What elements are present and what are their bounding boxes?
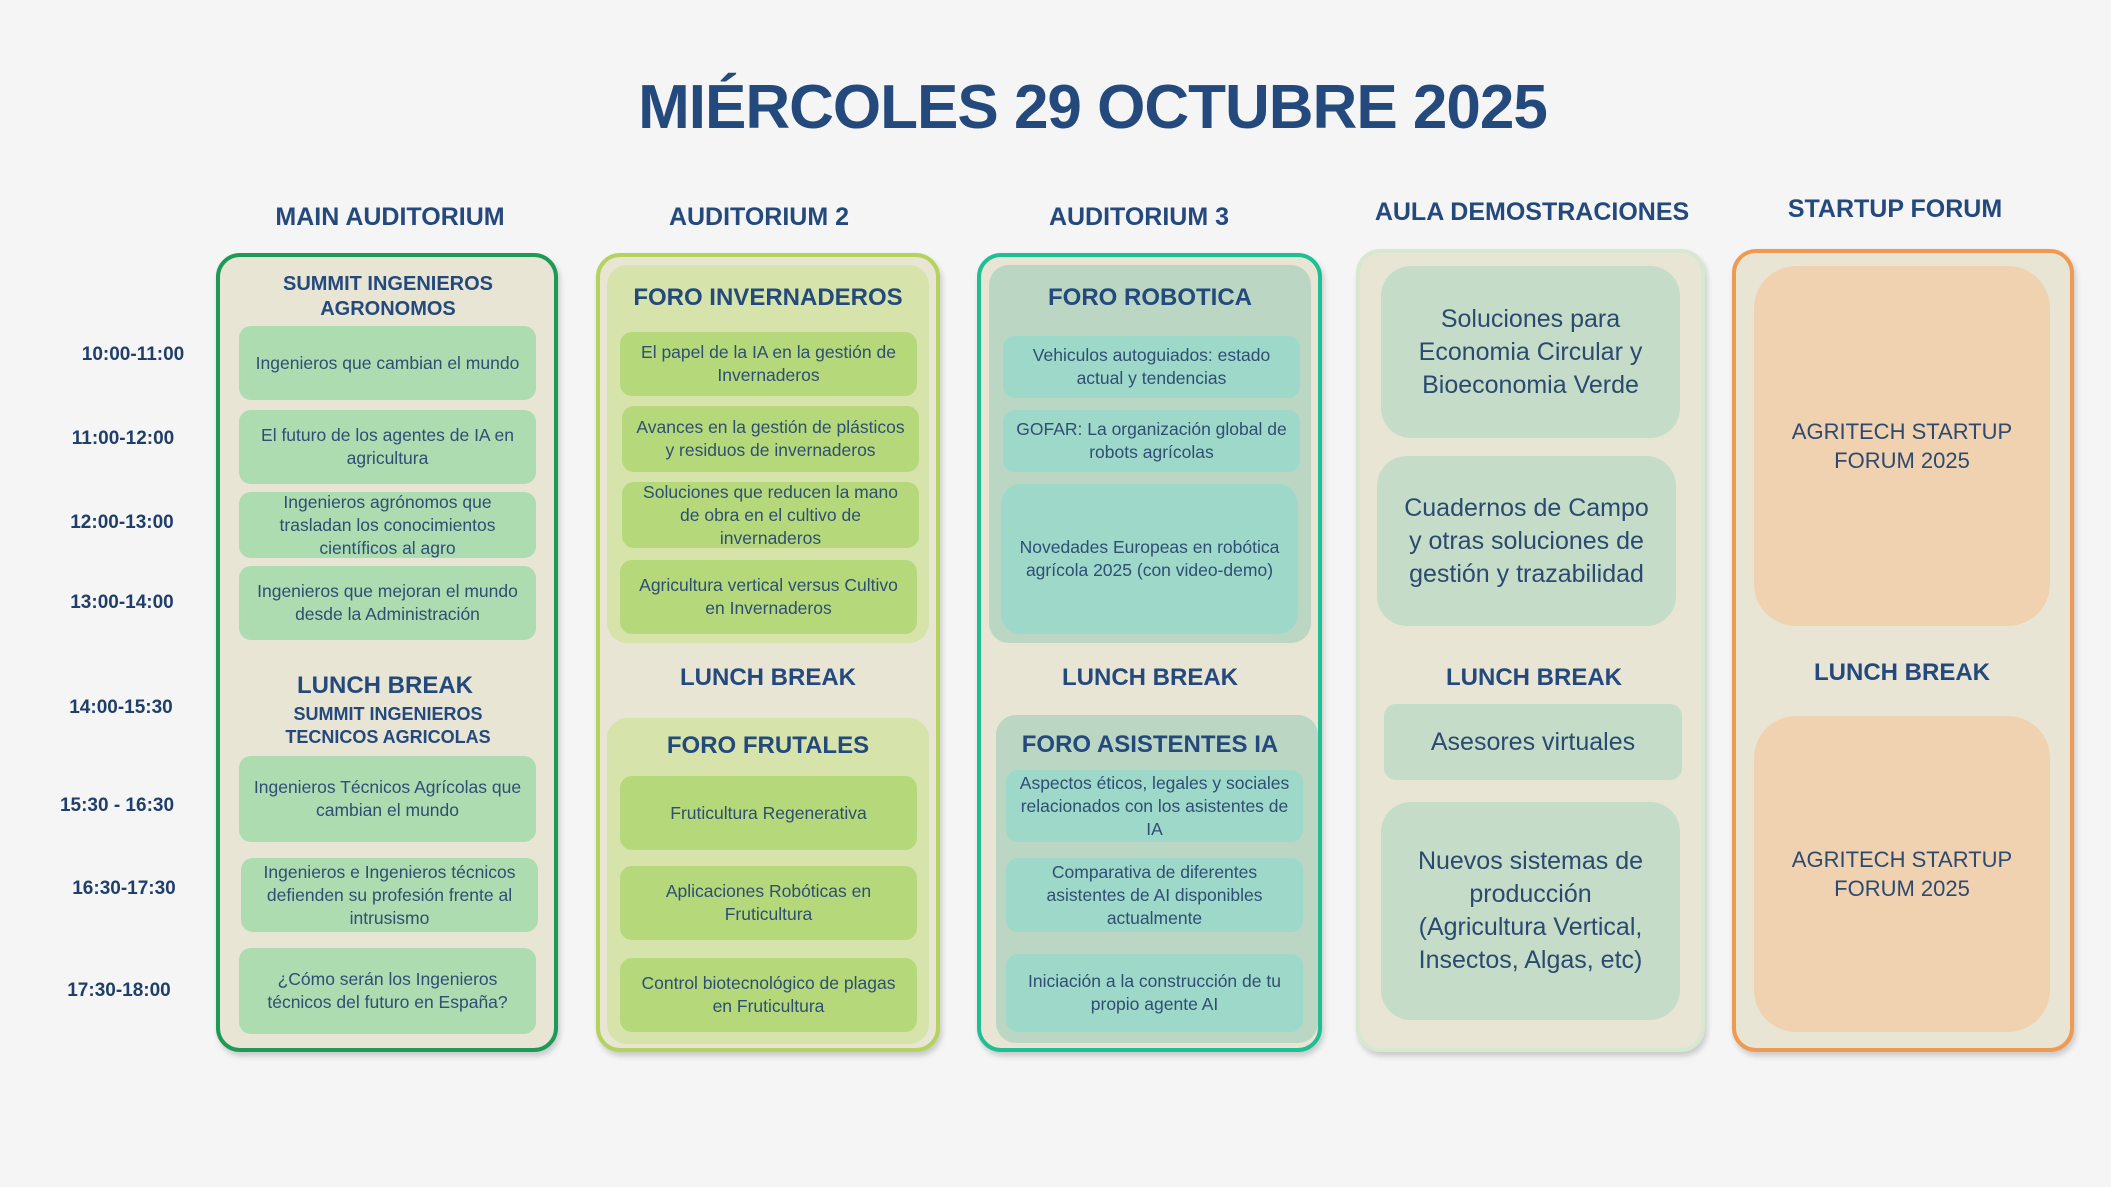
session-card[interactable]: Aspectos éticos, legales y sociales relacionados con los asistentes de IA — [1006, 770, 1303, 842]
time-slot: 13:00-14:00 — [70, 592, 174, 613]
session-card[interactable]: Agricultura vertical versus Cultivo en Invernaderos — [620, 560, 917, 634]
session-card[interactable]: Novedades Europeas en robótica agrícola 2025 (con video-demo) — [1001, 484, 1298, 634]
foro-frutales-title: FORO FRUTALES — [666, 732, 870, 759]
lunch-break-label: LUNCH BREAK — [1062, 664, 1238, 691]
page-title: MIÉRCOLES 29 OCTUBRE 2025 — [638, 73, 1547, 142]
lunch-break-label: LUNCH BREAK — [680, 664, 856, 691]
foro-invernaderos-title: FORO INVERNADEROS — [633, 284, 903, 311]
session-card[interactable]: Ingenieros que cambian el mundo — [239, 326, 536, 400]
session-card[interactable]: Fruticultura Regenerativa — [620, 776, 917, 850]
session-card[interactable]: Ingenieros agrónomos que trasladan los conocimientos científicos al agro — [239, 492, 536, 558]
lunch-break-label: LUNCH BREAK — [297, 672, 473, 699]
time-slot: 17:30-18:00 — [67, 980, 171, 1001]
session-card[interactable]: Cuadernos de Campo y otras soluciones de gestión y trazabilidad — [1377, 456, 1676, 626]
session-card[interactable]: El papel de la IA en la gestión de Invernaderos — [620, 332, 917, 396]
time-slot: 11:00-12:00 — [71, 428, 175, 449]
session-card[interactable]: Comparativa de diferentes asistentes de AI disponibles actualmente — [1006, 858, 1303, 932]
time-slot: 10:00-11:00 — [81, 344, 185, 365]
lunch-break-label: LUNCH BREAK — [1446, 664, 1622, 691]
time-slot: 14:00-15:30 — [69, 697, 173, 718]
header-aula-demostraciones: AULA DEMOSTRACIONES — [1374, 198, 1690, 226]
session-card[interactable]: Soluciones que reducen la mano de obra en el cultivo de invernaderos — [622, 482, 919, 548]
lunch-break-label: LUNCH BREAK — [1814, 659, 1990, 686]
time-slot: 12:00-13:00 — [70, 512, 174, 533]
summit-ingenieros-agronomos-title: SUMMIT INGENIEROS AGRONOMOS — [282, 273, 493, 320]
header-auditorium-2: AUDITORIUM 2 — [668, 203, 850, 231]
session-card[interactable]: Ingenieros e Ingenieros técnicos defienden su profesión frente al intrusismo — [241, 858, 538, 932]
header-auditorium-3: AUDITORIUM 3 — [1048, 203, 1230, 231]
startup-forum-block[interactable]: AGRITECH STARTUP FORUM 2025 — [1754, 266, 2050, 626]
session-card[interactable]: Control biotecnológico de plagas en Fruticultura — [620, 958, 917, 1032]
session-card[interactable]: Soluciones para Economia Circular y Bioeconomia Verde — [1381, 266, 1680, 438]
session-card[interactable]: El futuro de los agentes de IA en agricultura — [239, 410, 536, 484]
session-card[interactable]: Avances en la gestión de plásticos y residuos de invernaderos — [622, 406, 919, 472]
foro-asistentes-ia-title: FORO ASISTENTES IA — [1021, 731, 1279, 758]
session-card[interactable]: Asesores virtuales — [1384, 704, 1682, 780]
session-card[interactable]: Vehiculos autoguiados: estado actual y tendencias — [1003, 336, 1300, 398]
header-startup-forum: STARTUP FORUM — [1787, 195, 2003, 223]
foro-robotica-title: FORO ROBOTICA — [1048, 284, 1252, 311]
header-main-auditorium: MAIN AUDITORIUM — [275, 203, 505, 231]
session-card[interactable]: Ingenieros que mejoran el mundo desde la Administración — [239, 566, 536, 640]
summit-ingenieros-tecnicos-title: SUMMIT INGENIEROS TECNICOS AGRICOLAS — [285, 704, 491, 747]
startup-forum-block[interactable]: AGRITECH STARTUP FORUM 2025 — [1754, 716, 2050, 1032]
session-card[interactable]: Iniciación a la construcción de tu propio agente AI — [1006, 954, 1303, 1032]
session-card[interactable]: Nuevos sistemas de producción (Agricultura Vertical, Insectos, Algas, etc) — [1381, 802, 1680, 1020]
time-slot: 16:30-17:30 — [72, 878, 176, 899]
session-card[interactable]: GOFAR: La organización global de robots agrícolas — [1003, 410, 1300, 472]
session-card[interactable]: ¿Cómo serán los Ingenieros técnicos del futuro en España? — [239, 948, 536, 1034]
session-card[interactable]: Ingenieros Técnicos Agrícolas que cambian el mundo — [239, 756, 536, 842]
time-slot: 15:30 - 16:30 — [59, 795, 175, 816]
session-card[interactable]: Aplicaciones Robóticas en Fruticultura — [620, 866, 917, 940]
